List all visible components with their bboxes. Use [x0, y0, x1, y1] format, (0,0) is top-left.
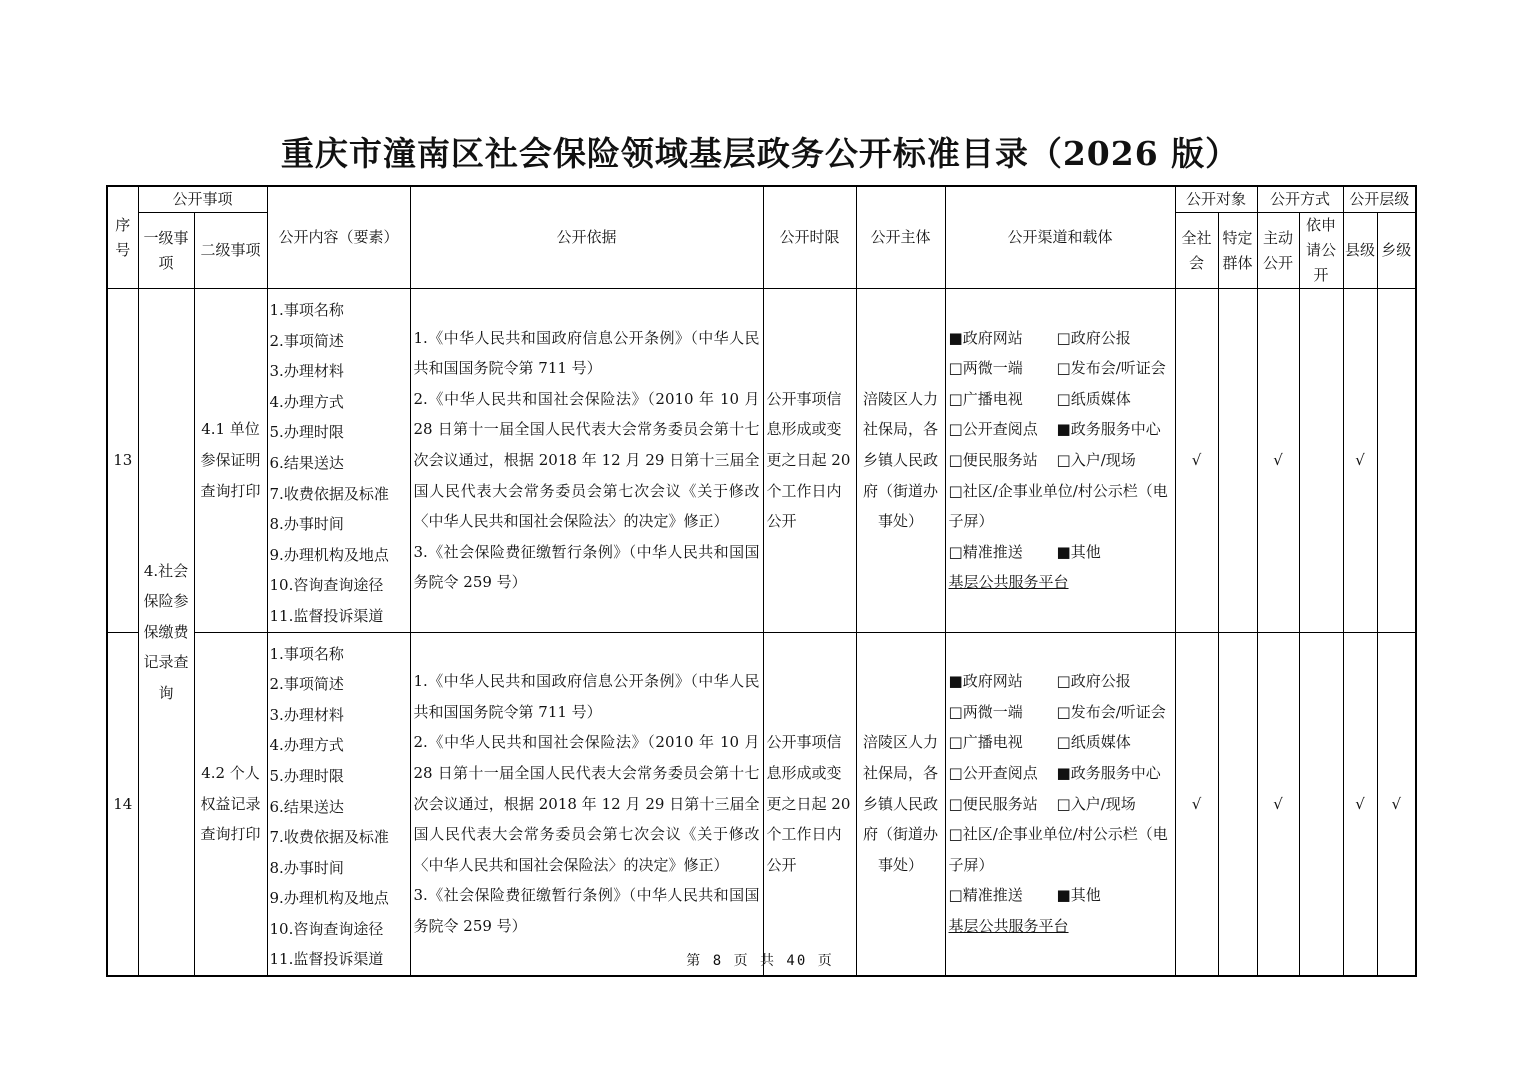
channel-broadcast: □广播电视 [948, 733, 1023, 752]
header-level-town: 乡级 [1377, 213, 1416, 289]
row-seq: 14 [107, 632, 138, 976]
check-target-specific [1218, 289, 1257, 633]
channel-print-media: □纸质媒体 [1056, 389, 1131, 408]
header-time: 公开时限 [763, 186, 856, 289]
check-level-town: √ [1377, 632, 1416, 976]
level2-item [194, 632, 267, 976]
content-list [267, 289, 410, 633]
row-seq: 13 [107, 289, 138, 633]
basis-item: 2.《中华人民共和国社会保险法》（2010 年 10 月 28 日第十一届全国人民代表大会常务委员会第十七次会议通过，根据 2018 年 12 月 29 日第十三届全国人民代表大会常务委员会第七次会议《关于修改〈中华人民共和国社会保险法〉的决定》修正） [413, 733, 760, 874]
time-limit [763, 632, 856, 976]
subject [856, 289, 945, 633]
channel-gov-website: ■政府网站 [948, 672, 1023, 691]
list-item: 10.咨询查询途径 [269, 919, 384, 938]
channel-gov-gazette: □政府公报 [1056, 328, 1131, 347]
channel-bulletin-board: □社区/企事业单位/村公示栏（电子屏） [948, 481, 1168, 531]
list-item: 3.办理材料 [269, 705, 344, 724]
channel-precise-push: □精准推送 [948, 542, 1023, 561]
basis-item: 1.《中华人民共和国政府信息公开条例》（中华人民共和国国务院令第 711 号） [413, 328, 760, 378]
basis-item: 1.《中华人民共和国政府信息公开条例》（中华人民共和国国务院令第 711 号） [413, 672, 760, 721]
subject-text: 涪陵区人力社保局，各乡镇人民政府（街道办事处） [863, 733, 939, 874]
channel-gov-gazette: □政府公报 [1056, 672, 1131, 691]
list-item: 8.办事时间 [269, 858, 344, 877]
list-item: 11.监督投诉渠道 [269, 606, 384, 625]
channel-list [945, 289, 1175, 633]
list-item: 11.监督投诉渠道 [269, 950, 384, 969]
table-row [107, 632, 1416, 976]
channel-service-center: ■政务服务中心 [1056, 420, 1161, 439]
channel-list [945, 632, 1175, 976]
list-item: 9.办理机构及地点 [269, 545, 389, 564]
header-items-group: 公开事项 [138, 186, 267, 213]
time-limit-text: 公开事项信息形成或变更之日起 20 个工作日内公开 [766, 733, 851, 874]
channel-other-value: 基层公共服务平台 [948, 573, 1069, 592]
basis-item: 3.《社会保险费征缴暂行条例》（中华人民共和国国务院令 259 号） [413, 886, 760, 935]
basis-item: 2.《中华人民共和国社会保险法》（2010 年 10 月 28 日第十一届全国人民代表大会常务委员会第十七次会议通过，根据 2018 年 12 月 29 日第十三届全国人民代表大会常务委员会第七次会议《关于修改〈中华人民共和国社会保险法〉的决定》修正） [413, 389, 760, 531]
list-item: 1.事项名称 [269, 644, 344, 663]
list-item: 6.结果送达 [269, 453, 344, 472]
check-target-all: √ [1175, 289, 1218, 633]
list-item: 2.事项简述 [269, 331, 344, 350]
list-item: 9.办理机构及地点 [269, 889, 389, 908]
channel-other-value: 基层公共服务平台 [948, 916, 1069, 935]
list-item: 8.办事时间 [269, 515, 344, 534]
header-target-all: 全社会 [1175, 213, 1218, 289]
header-basis: 公开依据 [410, 186, 763, 289]
channel-press-hearing: □发布会/听证会 [1056, 702, 1166, 721]
page-footer: 第 8 页 共 40 页 [686, 953, 834, 969]
list-item: 5.办理时限 [269, 423, 344, 442]
level2-item-text: 4.2 个人权益记录查询打印 [200, 763, 261, 844]
header-target-specific: 特定群体 [1218, 213, 1257, 289]
subject [856, 632, 945, 976]
channel-gov-website: ■政府网站 [948, 328, 1023, 347]
level2-item [194, 289, 267, 633]
level1-item-text: 4.社会保险参保缴费记录查询 [143, 561, 189, 702]
list-item: 5.办理时限 [269, 766, 344, 785]
basis-text [410, 289, 763, 633]
list-item: 7.收费依据及标准 [269, 484, 389, 503]
header-seq: 序号 [107, 186, 138, 289]
header-content: 公开内容（要素） [267, 186, 410, 289]
check-method-request [1299, 289, 1343, 633]
disclosure-table [106, 185, 1417, 977]
channel-other: ■其他 [1056, 542, 1101, 561]
list-item: 4.办理方式 [269, 392, 344, 411]
page-title: 重庆市潼南区社会保险领域基层政务公开标准目录（2026 版） [280, 134, 1240, 173]
channel-broadcast: □广播电视 [948, 389, 1023, 408]
level2-item-text: 4.1 单位参保证明查询打印 [200, 420, 261, 500]
table-row [107, 289, 1416, 633]
channel-bulletin-board: □社区/企事业单位/村公示栏（电子屏） [948, 825, 1168, 874]
channel-press-hearing: □发布会/听证会 [1056, 359, 1166, 378]
channel-wechat-weibo: □两微一端 [948, 359, 1023, 378]
channel-service-station: □便民服务站 [948, 450, 1038, 469]
check-method-request [1299, 632, 1343, 976]
subject-text: 涪陵区人力社保局，各乡镇人民政府（街道办事处） [863, 389, 939, 531]
list-item: 3.办理材料 [269, 362, 344, 381]
channel-service-center: ■政务服务中心 [1056, 763, 1161, 782]
list-item: 2.事项简述 [269, 675, 344, 694]
header-method-active: 主动公开 [1257, 213, 1299, 289]
header-level2: 二级事项 [194, 213, 267, 289]
header-channel: 公开渠道和载体 [945, 186, 1175, 289]
channel-reading-point: □公开查阅点 [948, 420, 1038, 439]
time-limit [763, 289, 856, 633]
channel-reading-point: □公开查阅点 [948, 763, 1038, 782]
check-level-county: √ [1343, 632, 1377, 976]
check-method-active: √ [1257, 289, 1299, 633]
check-method-active: √ [1257, 632, 1299, 976]
level1-item [138, 289, 194, 977]
list-item: 10.咨询查询途径 [269, 576, 384, 595]
list-item: 1.事项名称 [269, 301, 344, 319]
time-limit-text: 公开事项信息形成或变更之日起 20 个工作日内公开 [766, 389, 851, 531]
basis-text [410, 632, 763, 976]
list-item: 6.结果送达 [269, 797, 344, 816]
check-target-specific [1218, 632, 1257, 976]
header-level-county: 县级 [1343, 213, 1377, 289]
header-level1: 一级事项 [138, 213, 194, 289]
list-item: 7.收费依据及标准 [269, 828, 389, 847]
header-method-group: 公开方式 [1257, 186, 1343, 213]
basis-item: 3.《社会保险费征缴暂行条例》（中华人民共和国国务院令 259 号） [413, 542, 760, 592]
channel-service-station: □便民服务站 [948, 794, 1038, 813]
channel-other: ■其他 [1056, 886, 1101, 905]
channel-print-media: □纸质媒体 [1056, 733, 1131, 752]
header-subject: 公开主体 [856, 186, 945, 289]
list-item: 4.办理方式 [269, 736, 344, 755]
check-level-town [1377, 289, 1416, 633]
header-method-request: 依申请公开 [1299, 213, 1343, 289]
header-target-group: 公开对象 [1175, 186, 1257, 213]
channel-wechat-weibo: □两微一端 [948, 702, 1023, 721]
channel-on-site: □入户/现场 [1056, 794, 1136, 813]
channel-precise-push: □精准推送 [948, 886, 1023, 905]
channel-on-site: □入户/现场 [1056, 450, 1136, 469]
content-list [267, 632, 410, 976]
header-level-group: 公开层级 [1343, 186, 1416, 213]
check-target-all: √ [1175, 632, 1218, 976]
check-level-county: √ [1343, 289, 1377, 633]
